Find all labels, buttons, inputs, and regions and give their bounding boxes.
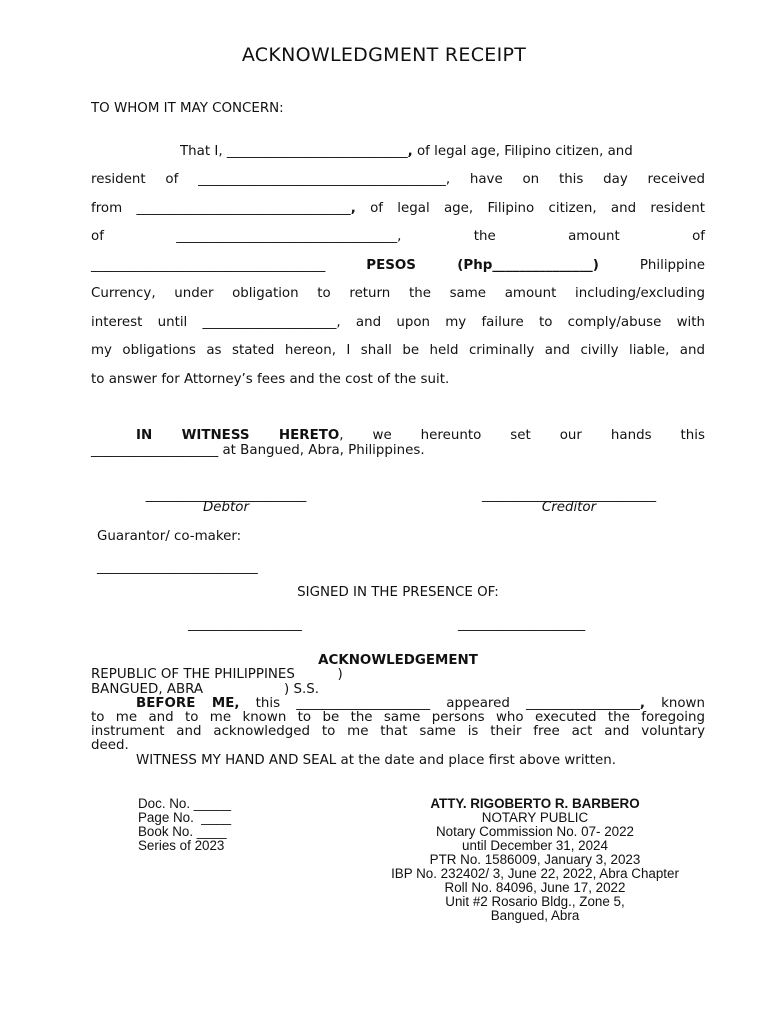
salutation: TO WHOM IT MAY CONCERN: [91, 101, 284, 116]
witness1-signature-line: _________________ [188, 617, 302, 632]
body-line: to answer for Attorney’s fees and the cost of the suit. [91, 372, 450, 387]
ack-para-line: instrument and acknowledged to me that same is their free act and voluntary [91, 724, 705, 739]
body-line: from ________________________________, of legal age, Filipino citizen, and resident [91, 201, 705, 216]
notary-line: until December 31, 2024 [462, 838, 608, 853]
presence-label: SIGNED IN THE PRESENCE OF: [297, 585, 499, 600]
guarantor-signature-line: ________________________ [97, 560, 258, 575]
body-line: of _________________________________, the amount of [91, 229, 705, 244]
witness-hand-line: WITNESS MY HAND AND SEAL at the date and place first above written. [136, 753, 617, 768]
document-title: ACKNOWLEDGMENT RECEIPT [241, 44, 527, 66]
ack-para-line: deed. [91, 738, 129, 753]
creditor-signature-line: __________________________ [481, 488, 657, 503]
notary-line: Roll No. 84096, June 17, 2022 [444, 880, 626, 895]
creditor-label: Creditor [541, 500, 597, 515]
debtor-label: Debtor [203, 500, 249, 515]
body-line: interest until ____________________, and upon my failure to comply/abuse with [91, 315, 705, 330]
book-number: Book No. ____ [138, 824, 227, 839]
body-line: That I, ___________________________, of legal age, Filipino citizen, and [180, 144, 633, 159]
republic-line: REPUBLIC OF THE PHILIPPINES ) [91, 667, 343, 682]
notary-line: Bangued, Abra [490, 908, 580, 923]
notary-name: ATTY. RIGOBERTO R. BARBERO [430, 796, 640, 811]
acknowledgement-heading: ACKNOWLEDGEMENT [318, 653, 478, 668]
notary-line: Notary Commission No. 07- 2022 [436, 824, 634, 839]
body-line: ___________________________________ PESOS (Php_______________) Philippine [91, 258, 705, 273]
body-line: resident of _____________________________________, have on this day received [91, 172, 705, 187]
notary-line: NOTARY PUBLIC [481, 810, 589, 825]
notary-line: IBP No. 232402/ 3, June 22, 2022, Abra Chapter [391, 866, 679, 881]
body-line: Currency, under obligation to return the same amount including/excluding [91, 286, 705, 301]
page-number: Page No. ____ [138, 810, 232, 825]
guarantor-label: Guarantor/ co-maker: [97, 529, 242, 544]
debtor-signature-line: ________________________ [145, 488, 307, 503]
ack-para-line: to me and to me known to be the same persons who executed the foregoing [91, 710, 705, 725]
series-year: Series of 2023 [138, 838, 225, 853]
before-me-line: BEFORE ME, this ____________________ appeared _________________, known [136, 696, 705, 711]
body-line: my obligations as stated hereon, I shall be held criminally and civilly liable, and [91, 343, 705, 358]
notary-line: Unit #2 Rosario Bldg., Zone 5, [445, 894, 625, 909]
venue-line: BANGUED, ABRA ) S.S. [91, 682, 319, 697]
doc-number: Doc. No. _____ [138, 796, 232, 811]
witness-line: IN WITNESS HERETO, we hereunto set our hands this [136, 428, 705, 443]
notary-line: PTR No. 1586009, January 3, 2023 [429, 852, 641, 867]
witness2-signature-line: ___________________ [458, 617, 586, 632]
witness-line-2: ___________________ at Bangued, Abra, Philippines. [91, 443, 425, 458]
